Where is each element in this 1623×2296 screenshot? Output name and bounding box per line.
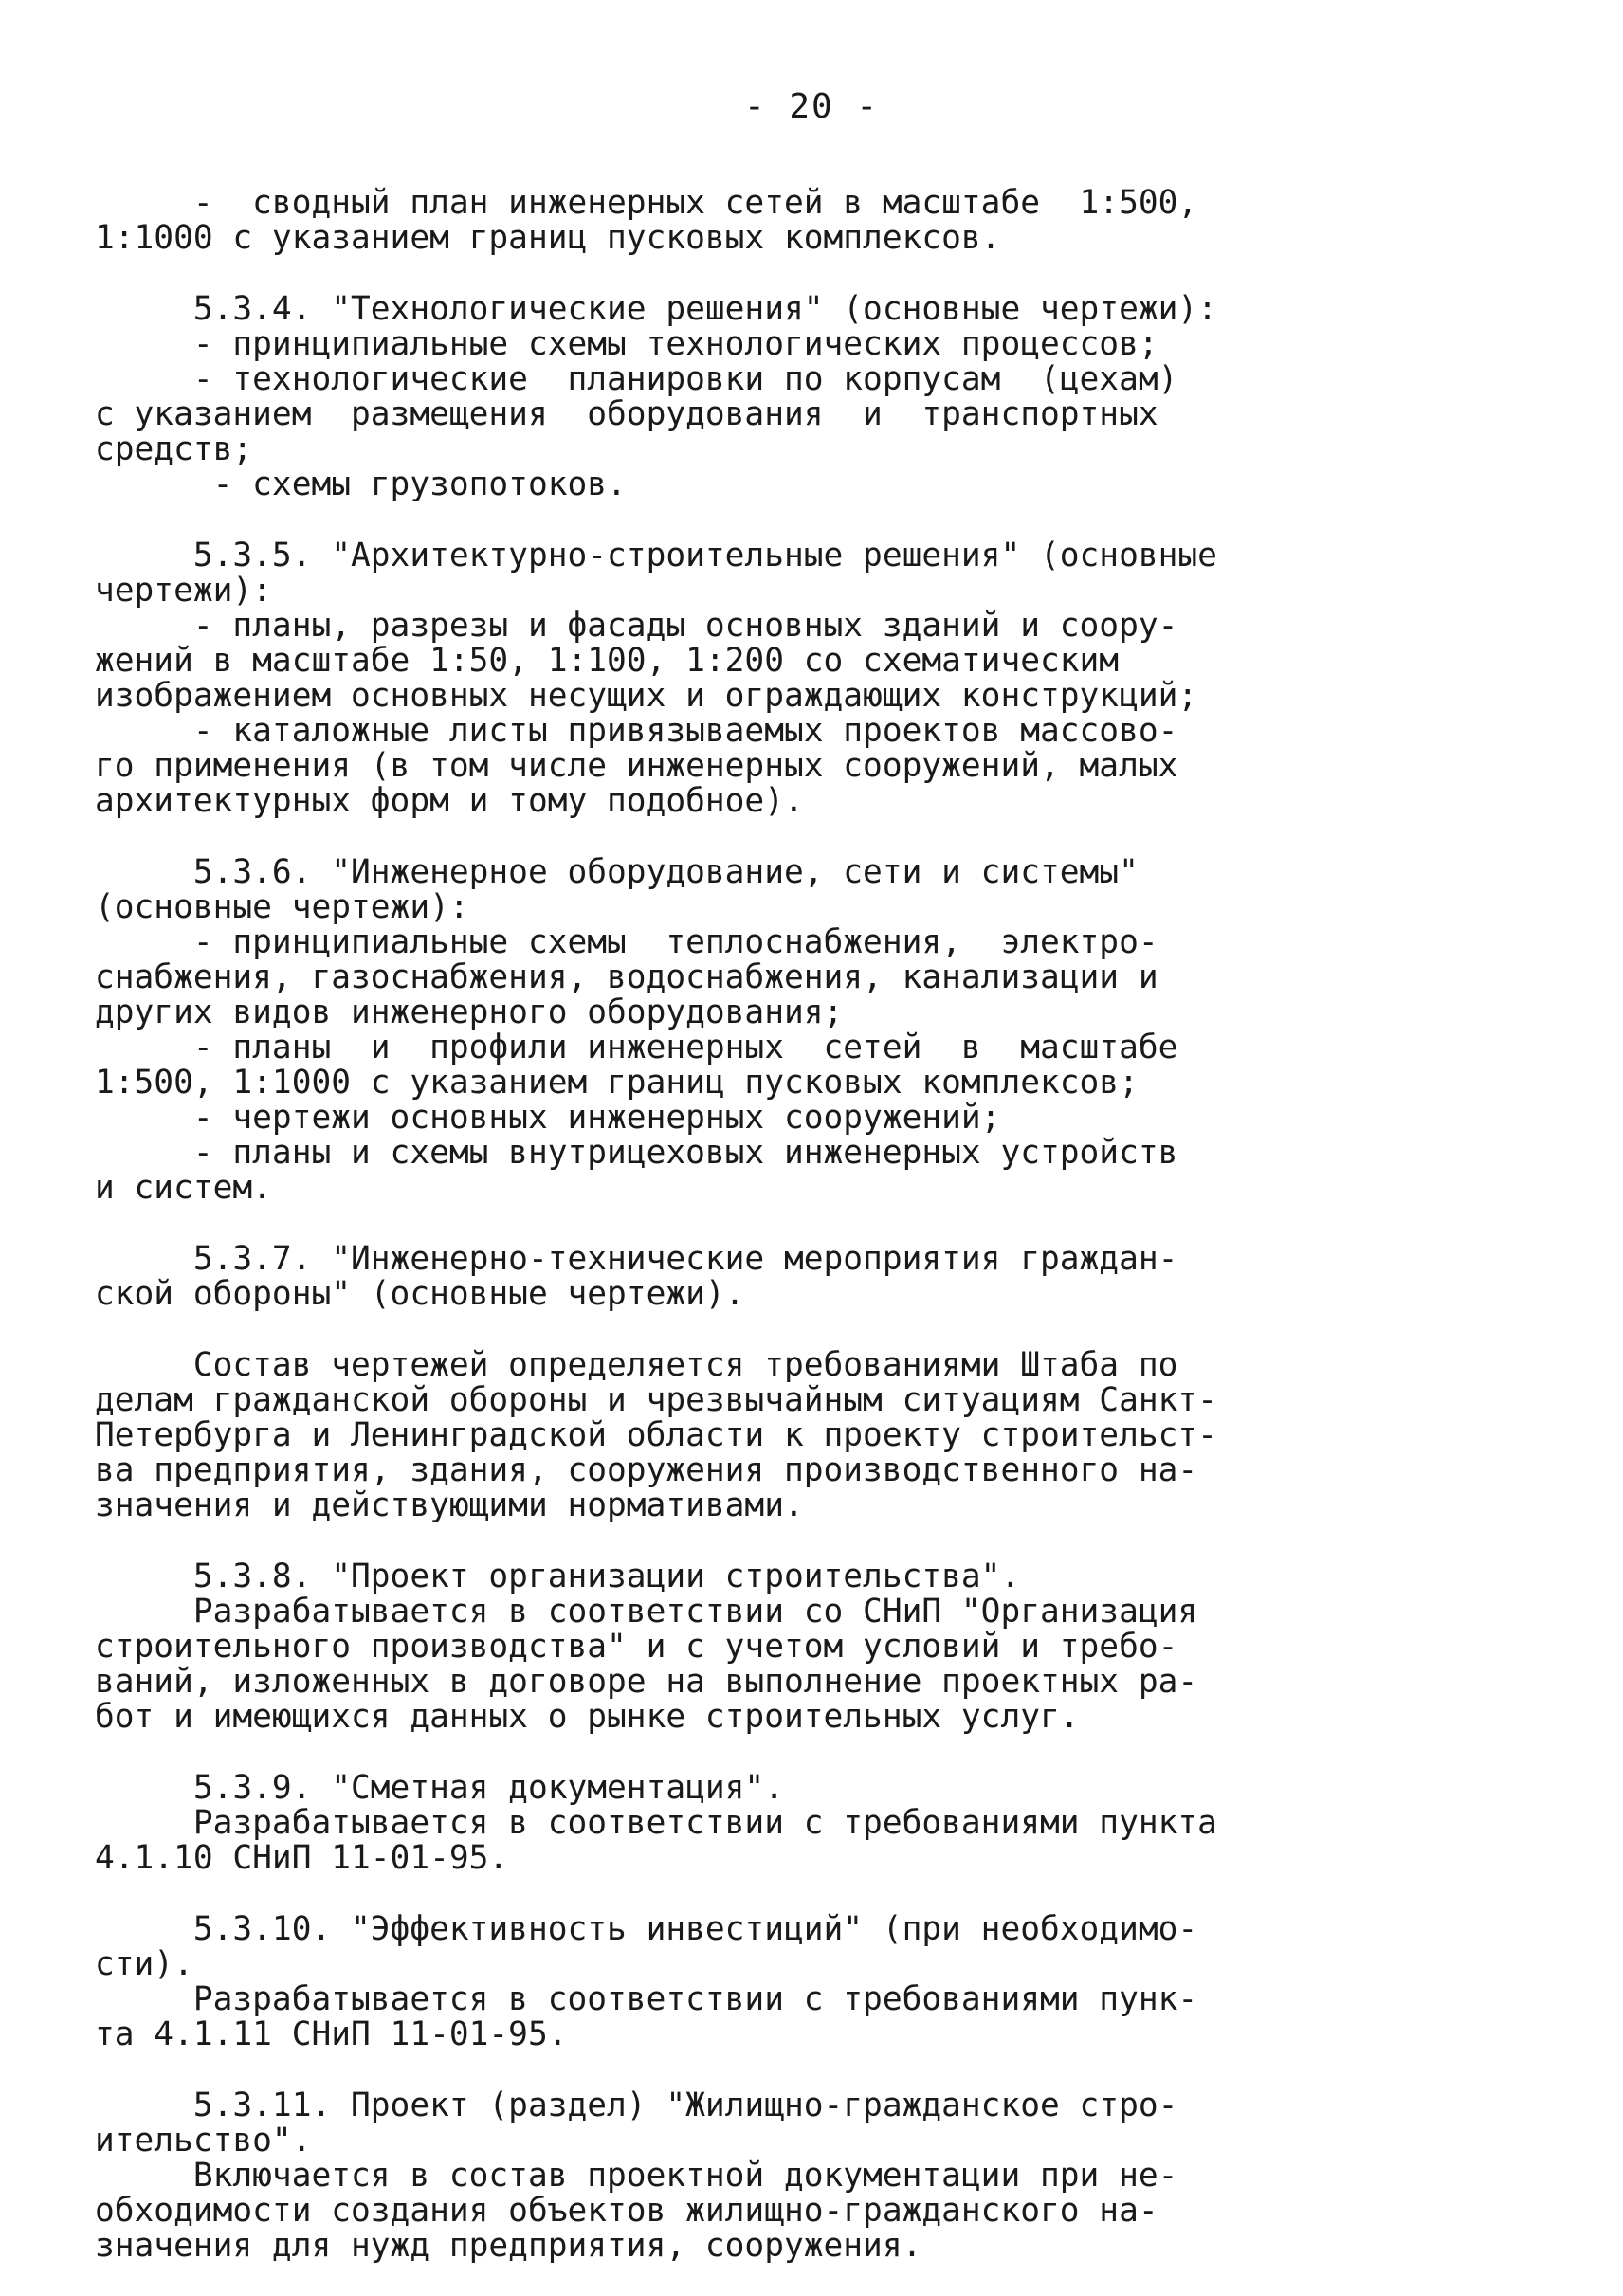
- text-line: делам гражданской обороны и чрезвычайным ситуациям Санкт-: [95, 1381, 1217, 1419]
- text-line: снабжения, газоснабжения, водоснабжения, канализации и: [95, 958, 1158, 996]
- document-body: [95, 186, 1261, 2264]
- paragraph: [95, 1348, 1261, 1523]
- text-line: 5.3.7. "Инженерно-технические мероприятия граждан-: [95, 1240, 1178, 1278]
- paragraph-gap: [95, 502, 1261, 538]
- text-line: 1:1000 с указанием границ пусковых комплексов.: [95, 219, 1001, 257]
- text-line: чертежи):: [95, 572, 272, 610]
- text-line: Разрабатывается в соответствии с требованиями пунк-: [95, 1980, 1198, 2018]
- text-line: - сводный план инженерных сетей в масштабе 1:500,: [95, 184, 1198, 222]
- text-line: 5.3.8. "Проект организации строительства".: [95, 1558, 1021, 1595]
- paragraph: [95, 186, 1261, 256]
- text-line: жений в масштабе 1:50, 1:100, 1:200 со схематическим: [95, 642, 1120, 680]
- text-line: ительство".: [95, 2122, 312, 2159]
- text-line: - схемы грузопотоков.: [95, 465, 627, 503]
- text-line: - принципиальные схемы теплоснабжения, электро-: [95, 923, 1158, 961]
- text-line: средств;: [95, 430, 253, 468]
- text-line: 5.3.11. Проект (раздел) "Жилищно-гражданское стро-: [95, 2086, 1178, 2124]
- paragraph: [95, 2088, 1261, 2264]
- text-line: - чертежи основных инженерных сооружений;: [95, 1099, 1001, 1137]
- text-line: сти).: [95, 1945, 193, 1983]
- paragraph-gap: [95, 2052, 1261, 2088]
- text-line: - планы и профили инженерных сетей в масштабе: [95, 1029, 1178, 1066]
- text-line: 5.3.9. "Сметная документация".: [95, 1769, 784, 1807]
- paragraph-gap: [95, 1735, 1261, 1771]
- text-line: (основные чертежи):: [95, 888, 469, 926]
- paragraph: [95, 1912, 1261, 2052]
- text-line: 5.3.5. "Архитектурно-строительные решения" (основные: [95, 537, 1217, 574]
- text-line: - технологические планировки по корпусам (цехам): [95, 360, 1178, 398]
- paragraph-gap: [95, 1206, 1261, 1242]
- text-line: архитектурных форм и тому подобное).: [95, 782, 804, 820]
- text-line: ва предприятия, здания, сооружения производственного на-: [95, 1451, 1198, 1489]
- paragraph-gap: [95, 256, 1261, 292]
- paragraph-gap: [95, 819, 1261, 855]
- text-line: изображением основных несущих и ограждающих конструкций;: [95, 677, 1198, 715]
- text-line: Состав чертежей определяется требованиями Штаба по: [95, 1346, 1178, 1384]
- text-line: значения для нужд предприятия, сооружения.: [95, 2227, 922, 2265]
- text-line: - принципиальные схемы технологических процессов;: [95, 325, 1158, 363]
- text-line: 1:500, 1:1000 с указанием границ пусковых комплексов;: [95, 1064, 1139, 1102]
- text-line: строительного производства" и с учетом условий и требо-: [95, 1628, 1178, 1666]
- text-line: Разрабатывается в соответствии со СНиП "Организация: [95, 1593, 1198, 1631]
- paragraph: [95, 292, 1261, 502]
- paragraph-gap: [95, 1312, 1261, 1348]
- paragraph-gap: [95, 1523, 1261, 1559]
- text-line: 5.3.10. "Эффективность инвестиций" (при необходимо-: [95, 1910, 1198, 1948]
- text-line: Петербурга и Ленинградской области к проекту строительст-: [95, 1416, 1217, 1454]
- paragraph-gap: [95, 1876, 1261, 1912]
- text-line: - планы и схемы внутрицеховых инженерных устройств: [95, 1134, 1178, 1172]
- text-line: го применения (в том числе инженерных сооружений, малых: [95, 747, 1178, 785]
- text-line: ской обороны" (основные чертежи).: [95, 1275, 745, 1313]
- text-line: - каталожные листы привязываемых проектов массово-: [95, 712, 1178, 750]
- text-line: Разрабатывается в соответствии с требованиями пункта: [95, 1804, 1217, 1842]
- paragraph: [95, 1242, 1261, 1312]
- paragraph: [95, 538, 1261, 819]
- text-line: ваний, изложенных в договоре на выполнение проектных ра-: [95, 1663, 1198, 1701]
- text-line: та 4.1.11 СНиП 11-01-95.: [95, 2015, 568, 2053]
- page-number: - 20 -: [743, 87, 880, 126]
- text-line: - планы, разрезы и фасады основных зданий и соору-: [95, 607, 1178, 645]
- text-line: с указанием размещения оборудования и транспортных: [95, 395, 1158, 433]
- paragraph: [95, 1771, 1261, 1876]
- text-line: 5.3.6. "Инженерное оборудование, сети и системы": [95, 853, 1139, 891]
- paragraph: [95, 1559, 1261, 1735]
- text-line: бот и имеющихся данных о рынке строительных услуг.: [95, 1698, 1080, 1736]
- text-line: и систем.: [95, 1169, 272, 1207]
- text-line: других видов инженерного оборудования;: [95, 993, 844, 1031]
- text-line: Включается в состав проектной документации при не-: [95, 2157, 1178, 2195]
- text-line: 5.3.4. "Технологические решения" (основные чертежи):: [95, 290, 1217, 328]
- text-line: 4.1.10 СНиП 11-01-95.: [95, 1839, 509, 1877]
- text-line: обходимости создания объектов жилищно-гражданского на-: [95, 2192, 1158, 2230]
- paragraph: [95, 855, 1261, 1206]
- text-line: значения и действующими нормативами.: [95, 1486, 804, 1524]
